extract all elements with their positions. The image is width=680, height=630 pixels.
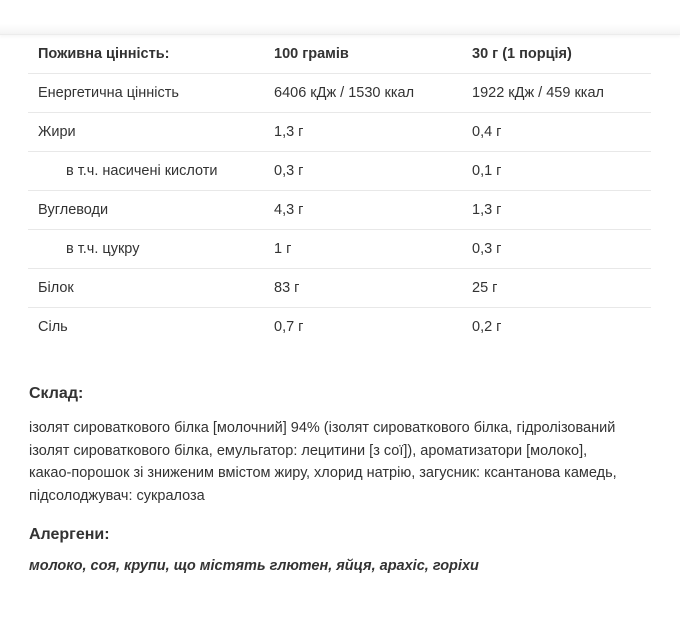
table-row xyxy=(28,269,651,308)
allergens-text: молоко, соя, крупи, що містять глютен, яйця, арахіс, горіхи xyxy=(29,558,479,574)
nutrient-name: Енергетична цінність xyxy=(28,74,264,113)
nutrient-name: Білок xyxy=(28,269,264,308)
value-per-100g: 0,7 г xyxy=(274,319,304,335)
table-row xyxy=(28,74,651,113)
value-per-100g: 1,3 г xyxy=(264,113,462,152)
table-row xyxy=(28,152,651,191)
nutrient-name: Вуглеводи xyxy=(28,191,264,230)
value-per-100g: 83 г xyxy=(264,269,462,308)
value-per-serving: 1922 кДж / 459 ккал xyxy=(462,74,651,113)
nutrition-table xyxy=(28,35,651,346)
value-per-100g: 4,3 г xyxy=(264,191,462,230)
value-per-serving: 0,4 г xyxy=(462,113,651,152)
composition-text xyxy=(29,417,659,507)
value-per-serving: 1,3 г xyxy=(462,191,651,230)
table-row xyxy=(28,308,651,347)
table-row xyxy=(28,113,651,152)
header-per-serving: 30 г (1 порція) xyxy=(462,35,651,74)
value-per-serving: 0,3 г xyxy=(462,230,651,269)
table-row xyxy=(28,230,651,269)
header-per-100g: 100 грамів xyxy=(264,35,462,74)
value-per-serving: 0,1 г xyxy=(462,152,651,191)
composition-line: какао-порошок зі зниженим вмістом жиру, хлорид натрію, загусник: ксантанова камедь, xyxy=(29,465,617,481)
nutrient-subname: в т.ч. цукру xyxy=(28,230,264,269)
value-per-serving: 25 г xyxy=(462,269,651,308)
nutrient-name: Сіль xyxy=(38,319,68,335)
table-header-row xyxy=(28,35,651,74)
composition-heading: Склад: xyxy=(29,385,84,402)
composition-line: підсолоджувач: сукралоза xyxy=(29,487,205,504)
table-row xyxy=(28,191,651,230)
value-per-100g: 0,3 г xyxy=(264,152,462,191)
value-per-100g: 6406 кДж / 1530 ккал xyxy=(264,74,462,113)
page-top-edge xyxy=(0,0,680,35)
composition-line: ізолят сироваткового білка [молочний] 94% (ізолят сироваткового білка, гідролізований xyxy=(29,420,616,436)
value-per-100g: 1 г xyxy=(264,230,462,269)
composition-line: ізолят сироваткового білка, емульгатор: лецитини [з сої]), ароматизатори [молоко], xyxy=(29,442,588,459)
allergens-heading: Алергени: xyxy=(29,526,110,543)
header-nutritional-value: Поживна цінність: xyxy=(28,35,264,74)
nutrient-name: Жири xyxy=(28,113,264,152)
nutrient-subname: в т.ч. насичені кислоти xyxy=(28,152,264,191)
value-per-serving: 0,2 г xyxy=(472,319,502,335)
